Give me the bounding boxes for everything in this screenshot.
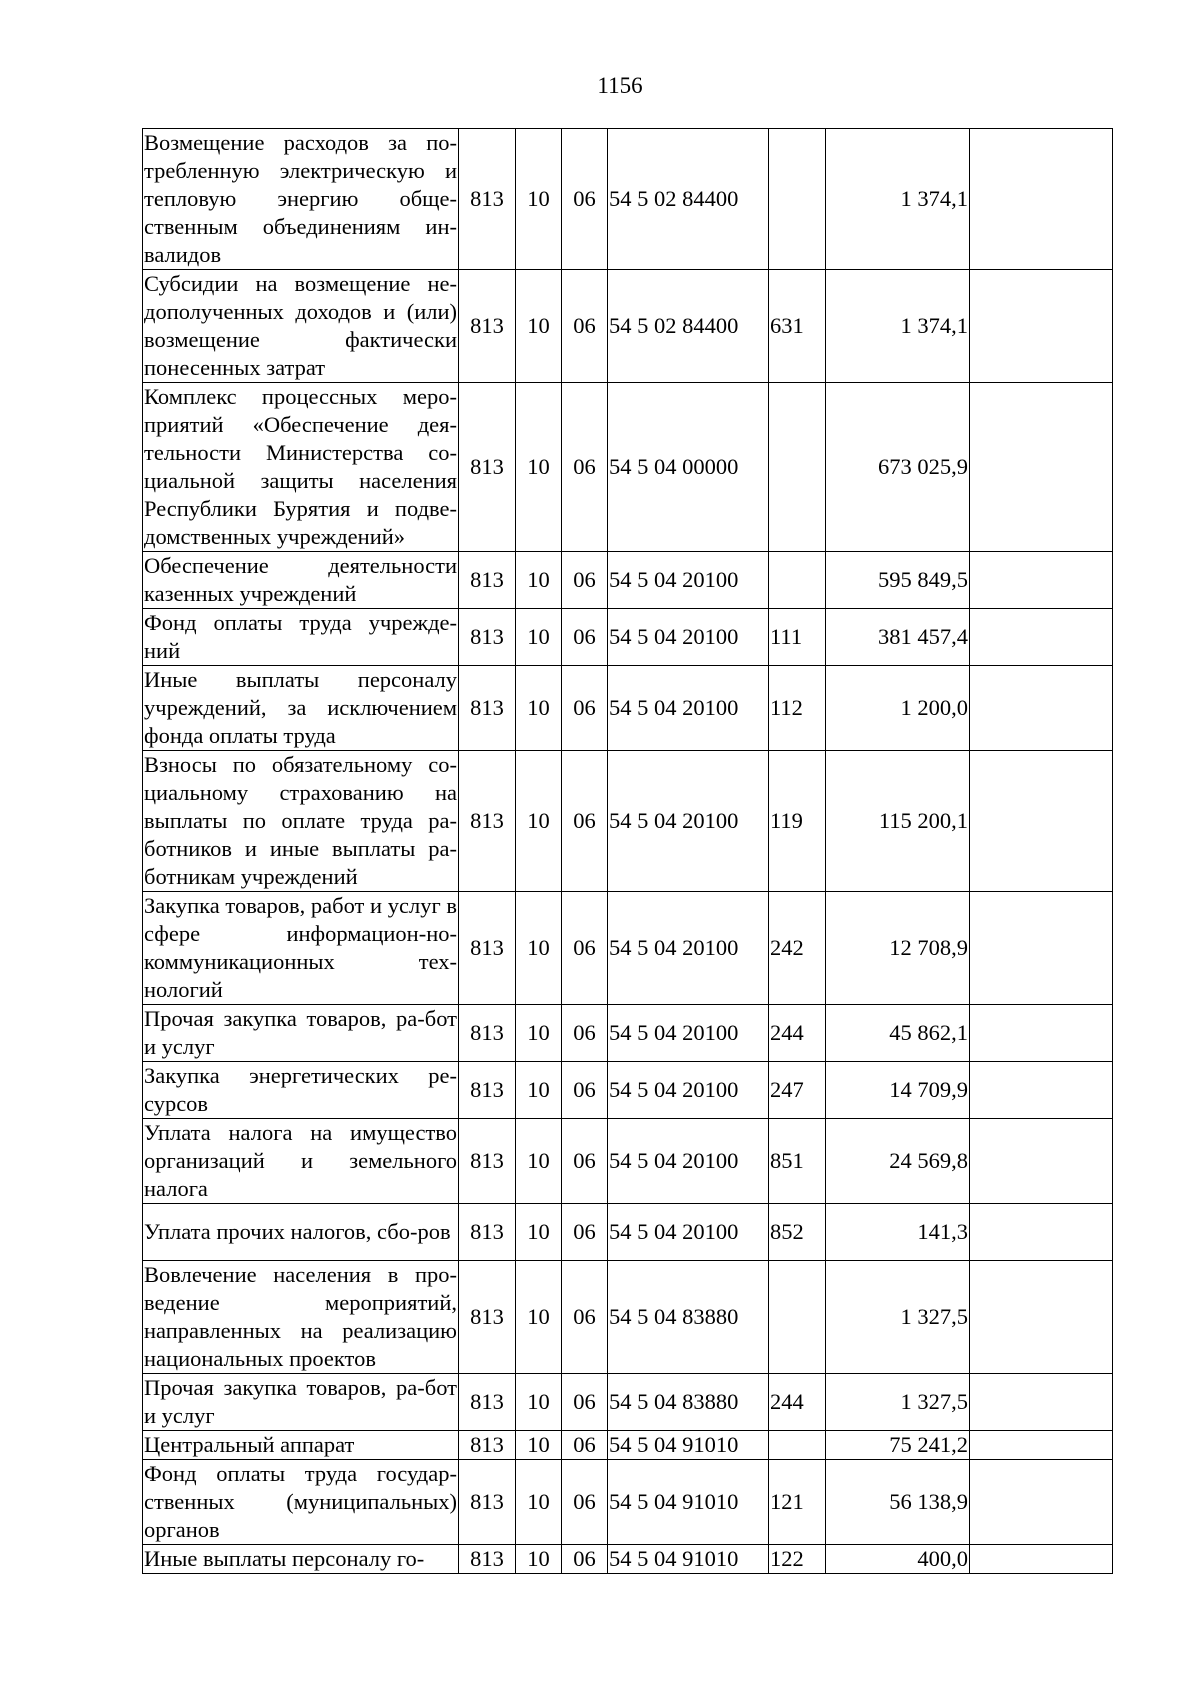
table-row	[143, 1545, 1113, 1574]
target-article-cell: 54 5 04 20100	[608, 552, 769, 609]
table-row	[143, 1204, 1113, 1261]
amount-cell: 1 327,5	[826, 1261, 970, 1374]
target-article-cell: 54 5 04 20100	[608, 1204, 769, 1261]
section-code-cell: 10	[516, 270, 562, 383]
row-name-cell: Возмещение расходов за по-требленную электрическую и тепловую энергию обще-ственным объединениям ин-валидов	[143, 129, 459, 270]
extra-column-cell	[970, 552, 1113, 609]
table-row	[143, 609, 1113, 666]
amount-cell: 673 025,9	[826, 383, 970, 552]
ved-code-cell: 813	[459, 1460, 516, 1545]
table-row	[143, 270, 1113, 383]
extra-column-cell	[970, 1431, 1113, 1460]
subsection-code-cell: 06	[562, 1204, 608, 1261]
section-code-cell: 10	[516, 1119, 562, 1204]
expense-type-cell: 111	[769, 609, 826, 666]
subsection-code-cell: 06	[562, 552, 608, 609]
ved-code-cell: 813	[459, 129, 516, 270]
target-article-cell: 54 5 04 00000	[608, 383, 769, 552]
budget-table	[142, 128, 1113, 1574]
section-code-cell: 10	[516, 666, 562, 751]
table-row	[143, 1431, 1113, 1460]
expense-type-cell: 852	[769, 1204, 826, 1261]
section-code-cell: 10	[516, 1460, 562, 1545]
extra-column-cell	[970, 609, 1113, 666]
amount-cell: 381 457,4	[826, 609, 970, 666]
section-code-cell: 10	[516, 1005, 562, 1062]
target-article-cell: 54 5 04 91010	[608, 1431, 769, 1460]
row-name-cell: Фонд оплаты труда учрежде-ний	[143, 609, 459, 666]
target-article-cell: 54 5 04 20100	[608, 1062, 769, 1119]
subsection-code-cell: 06	[562, 751, 608, 892]
amount-cell: 24 569,8	[826, 1119, 970, 1204]
table-row	[143, 552, 1113, 609]
table-row	[143, 666, 1113, 751]
amount-cell: 14 709,9	[826, 1062, 970, 1119]
section-code-cell: 10	[516, 892, 562, 1005]
row-name-cell: Иные выплаты персоналу учреждений, за исключением фонда оплаты труда	[143, 666, 459, 751]
subsection-code-cell: 06	[562, 1062, 608, 1119]
extra-column-cell	[970, 1062, 1113, 1119]
expense-type-cell: 112	[769, 666, 826, 751]
subsection-code-cell: 06	[562, 1119, 608, 1204]
amount-cell: 75 241,2	[826, 1431, 970, 1460]
target-article-cell: 54 5 02 84400	[608, 270, 769, 383]
ved-code-cell: 813	[459, 270, 516, 383]
table-row	[143, 383, 1113, 552]
target-article-cell: 54 5 04 91010	[608, 1460, 769, 1545]
section-code-cell: 10	[516, 1261, 562, 1374]
amount-cell: 1 374,1	[826, 129, 970, 270]
table-row	[143, 1261, 1113, 1374]
table-row	[143, 1460, 1113, 1545]
subsection-code-cell: 06	[562, 1460, 608, 1545]
target-article-cell: 54 5 04 20100	[608, 1119, 769, 1204]
expense-type-cell: 244	[769, 1374, 826, 1431]
expense-type-cell	[769, 383, 826, 552]
expense-type-cell: 119	[769, 751, 826, 892]
extra-column-cell	[970, 1545, 1113, 1574]
ved-code-cell: 813	[459, 383, 516, 552]
expense-type-cell	[769, 552, 826, 609]
amount-cell: 400,0	[826, 1545, 970, 1574]
subsection-code-cell: 06	[562, 666, 608, 751]
extra-column-cell	[970, 1261, 1113, 1374]
subsection-code-cell: 06	[562, 609, 608, 666]
row-name-cell: Обеспечение деятельности казенных учреждений	[143, 552, 459, 609]
ved-code-cell: 813	[459, 1119, 516, 1204]
subsection-code-cell: 06	[562, 892, 608, 1005]
expense-type-cell: 631	[769, 270, 826, 383]
amount-cell: 1 374,1	[826, 270, 970, 383]
section-code-cell: 10	[516, 1062, 562, 1119]
ved-code-cell: 813	[459, 1062, 516, 1119]
ved-code-cell: 813	[459, 1005, 516, 1062]
table-row	[143, 1374, 1113, 1431]
amount-cell: 595 849,5	[826, 552, 970, 609]
extra-column-cell	[970, 1119, 1113, 1204]
subsection-code-cell: 06	[562, 270, 608, 383]
section-code-cell: 10	[516, 383, 562, 552]
section-code-cell: 10	[516, 552, 562, 609]
ved-code-cell: 813	[459, 1204, 516, 1261]
expense-type-cell: 851	[769, 1119, 826, 1204]
row-name-cell: Закупка товаров, работ и услуг в сфере информацион-но-коммуникационных тех-нологий	[143, 892, 459, 1005]
extra-column-cell	[970, 666, 1113, 751]
row-name-cell: Комплекс процессных меро-приятий «Обеспечение дея-тельности Министерства со-циальной защиты населения Республики Бурятия и подве-домственных учреждений»	[143, 383, 459, 552]
row-name-cell: Прочая закупка товаров, ра-бот и услуг	[143, 1005, 459, 1062]
amount-cell: 12 708,9	[826, 892, 970, 1005]
table-row	[143, 1119, 1113, 1204]
row-name-cell: Уплата налога на имущество организаций и земельного налога	[143, 1119, 459, 1204]
expense-type-cell: 121	[769, 1460, 826, 1545]
table-row	[143, 129, 1113, 270]
extra-column-cell	[970, 1460, 1113, 1545]
extra-column-cell	[970, 751, 1113, 892]
ved-code-cell: 813	[459, 1545, 516, 1574]
row-name-cell: Субсидии на возмещение не-дополученных доходов и (или) возмещение фактически понесенных затрат	[143, 270, 459, 383]
extra-column-cell	[970, 383, 1113, 552]
expense-type-cell	[769, 129, 826, 270]
extra-column-cell	[970, 1204, 1113, 1261]
ved-code-cell: 813	[459, 552, 516, 609]
subsection-code-cell: 06	[562, 129, 608, 270]
target-article-cell: 54 5 04 83880	[608, 1374, 769, 1431]
amount-cell: 1 327,5	[826, 1374, 970, 1431]
section-code-cell: 10	[516, 1431, 562, 1460]
table-row	[143, 1005, 1113, 1062]
ved-code-cell: 813	[459, 892, 516, 1005]
subsection-code-cell: 06	[562, 383, 608, 552]
target-article-cell: 54 5 04 20100	[608, 1005, 769, 1062]
target-article-cell: 54 5 04 91010	[608, 1545, 769, 1574]
subsection-code-cell: 06	[562, 1261, 608, 1374]
subsection-code-cell: 06	[562, 1431, 608, 1460]
ved-code-cell: 813	[459, 666, 516, 751]
ved-code-cell: 813	[459, 1431, 516, 1460]
extra-column-cell	[970, 270, 1113, 383]
row-name-cell: Уплата прочих налогов, сбо-ров	[143, 1204, 459, 1261]
extra-column-cell	[970, 129, 1113, 270]
extra-column-cell	[970, 892, 1113, 1005]
expense-type-cell: 244	[769, 1005, 826, 1062]
ved-code-cell: 813	[459, 1261, 516, 1374]
target-article-cell: 54 5 04 83880	[608, 1261, 769, 1374]
expense-type-cell	[769, 1431, 826, 1460]
subsection-code-cell: 06	[562, 1005, 608, 1062]
subsection-code-cell: 06	[562, 1545, 608, 1574]
row-name-cell: Вовлечение населения в про-ведение мероприятий, направленных на реализацию национальных проектов	[143, 1261, 459, 1374]
target-article-cell: 54 5 04 20100	[608, 751, 769, 892]
extra-column-cell	[970, 1374, 1113, 1431]
section-code-cell: 10	[516, 129, 562, 270]
expense-type-cell	[769, 1261, 826, 1374]
ved-code-cell: 813	[459, 609, 516, 666]
row-name-cell: Закупка энергетических ре-сурсов	[143, 1062, 459, 1119]
subsection-code-cell: 06	[562, 1374, 608, 1431]
amount-cell: 56 138,9	[826, 1460, 970, 1545]
table-row	[143, 1062, 1113, 1119]
row-name-cell: Фонд оплаты труда государ-ственных (муниципальных) органов	[143, 1460, 459, 1545]
row-name-cell: Центральный аппарат	[143, 1431, 459, 1460]
expense-type-cell: 247	[769, 1062, 826, 1119]
target-article-cell: 54 5 04 20100	[608, 666, 769, 751]
table-row	[143, 892, 1113, 1005]
section-code-cell: 10	[516, 1374, 562, 1431]
target-article-cell: 54 5 04 20100	[608, 892, 769, 1005]
section-code-cell: 10	[516, 1204, 562, 1261]
expense-type-cell: 242	[769, 892, 826, 1005]
table-row	[143, 751, 1113, 892]
amount-cell: 141,3	[826, 1204, 970, 1261]
target-article-cell: 54 5 02 84400	[608, 129, 769, 270]
section-code-cell: 10	[516, 609, 562, 666]
row-name-cell: Иные выплаты персоналу го-	[143, 1545, 459, 1574]
row-name-cell: Прочая закупка товаров, ра-бот и услуг	[143, 1374, 459, 1431]
ved-code-cell: 813	[459, 751, 516, 892]
extra-column-cell	[970, 1005, 1113, 1062]
expense-type-cell: 122	[769, 1545, 826, 1574]
amount-cell: 115 200,1	[826, 751, 970, 892]
section-code-cell: 10	[516, 751, 562, 892]
target-article-cell: 54 5 04 20100	[608, 609, 769, 666]
page-number: 1156	[597, 73, 643, 98]
row-name-cell: Взносы по обязательному со-циальному страхованию на выплаты по оплате труда ра-ботников и иные выплаты ра-ботникам учреждений	[143, 751, 459, 892]
amount-cell: 1 200,0	[826, 666, 970, 751]
table-body	[143, 129, 1113, 1574]
ved-code-cell: 813	[459, 1374, 516, 1431]
amount-cell: 45 862,1	[826, 1005, 970, 1062]
section-code-cell: 10	[516, 1545, 562, 1574]
